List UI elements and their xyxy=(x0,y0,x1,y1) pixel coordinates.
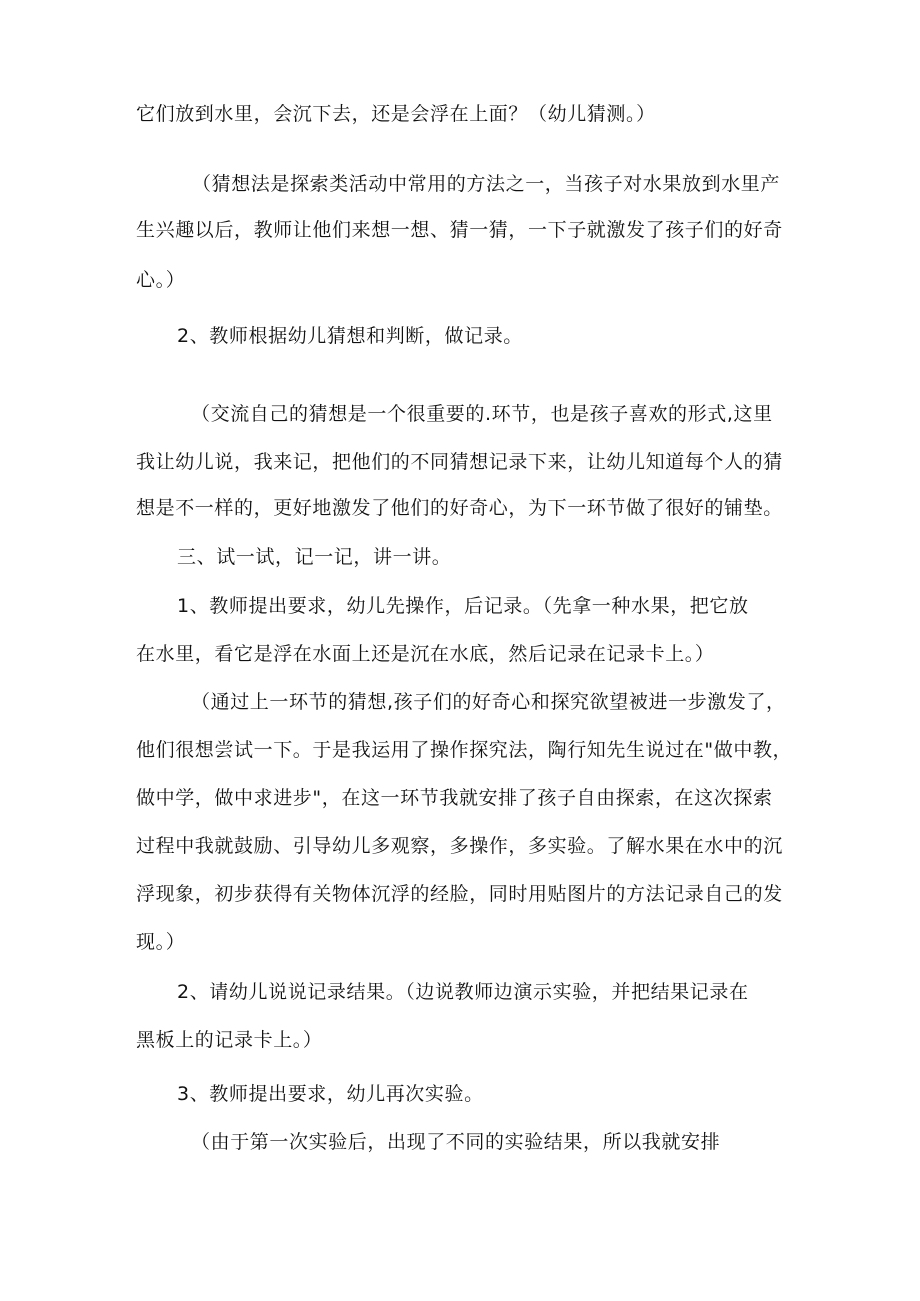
section-heading: 三、试一试，记一记，讲一讲。 xyxy=(177,546,452,568)
text-line-2: （猜想法是探索类活动中常用的方法之一，当孩子对水果放到水里产 xyxy=(192,173,781,195)
text-line-1: 它们放到水里，会沉下去，还是会浮在上面？（幼儿猜测。） xyxy=(136,103,656,125)
text-line-7: 我让幼儿说，我来记，把他们的不同猜想记录下来，让幼儿知道每个人的猜 xyxy=(136,451,783,473)
text-line-17: 现。） xyxy=(136,931,186,953)
text-line-15: 过程中我就鼓励、引导幼儿多观察，多操作，多实验。了解水果在水中的沉 xyxy=(136,835,783,857)
text-line-16: 浮现象，初步获得有关物体沉浮的经脸，同时用贴图片的方法记录自己的发 xyxy=(136,883,783,905)
text-line-6: （交流自己的猜想是一个很重要的.环节，也是孩子喜欢的形式,这里 xyxy=(191,403,773,425)
text-line-4: 心。） xyxy=(136,269,186,291)
text-line-11: 在水里，看它是浮在水面上还是沉在水底，然后记录在记录卡上。） xyxy=(136,643,715,665)
text-line-13: 他们很想尝试一下。于是我运用了操作探究法，陶行知先生说过在"做中教， xyxy=(136,739,793,761)
text-line-14: 做中学，做中求进步"，在这一环节我就安排了孩子自由探索，在这次探索 xyxy=(136,787,773,809)
text-line-20: 3、教师提出要求，幼儿再次实验。 xyxy=(177,1083,484,1105)
text-line-5: 2、教师根据幼儿猜想和判断，做记录。 xyxy=(177,325,523,347)
text-line-18: 2、请幼儿说说记录结果。（边说教师边演示实验，并把结果记录在 xyxy=(177,981,749,1003)
text-line-19: 黑板上的记录卡上。） xyxy=(136,1029,323,1051)
text-line-8: 想是不一样的，更好地激发了他们的好奇心，为下一环节做了很好的铺垫。 xyxy=(136,497,783,519)
text-line-21: （由于第一次实验后，出现了不同的实验结果，所以我就安排 xyxy=(191,1131,721,1153)
text-line-3: 生兴趣以后，教师让他们来想一想、猜一猜，一下子就激发了孩子们的好奇 xyxy=(136,219,783,241)
text-line-12: （通过上一环节的猜想,孩子们的好奇心和探究欲望被进一步激发了， xyxy=(191,691,786,713)
text-line-10: 1、教师提出要求，幼儿先操作，后记录。（先拿一种水果，把它放 xyxy=(177,595,749,617)
